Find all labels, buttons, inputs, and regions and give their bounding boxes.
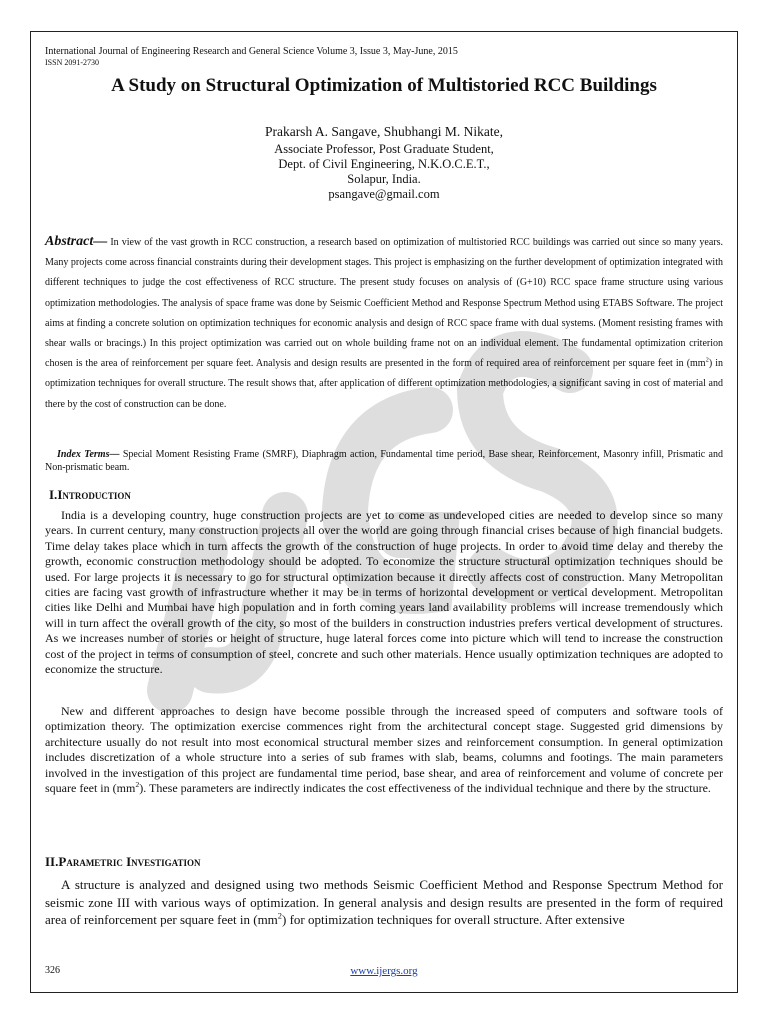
journal-header: International Journal of Engineering Research and General Science Volume 3, Issue 3, May-June, 2015: [45, 46, 458, 57]
abstract-text: In view of the vast growth in RCC construction, a research based on optimization of multistoried RCC buildings was carried out since so many years. Many projects come across financial constraints during their development stages. This project is emphasizing on the further development of optimization integrated with different techniques to judge the cost effectiveness of RCC structure. The present study focuses on analysis of (G+10) RCC space frame structure using various optimization methodologies. The analysis of space frame was done by Seismic Coefficient Method and Response Spectrum Method using ETABS Software. The project aims at finding a concrete solution on optimization techniques for economic analysis and design of RCC space frame with dual systems. (Moment resisting frames with shear walls or bracings.) In this project optimization was carried out on whole building frame not on an individual element. The fundamental optimization criterion chosen is the area of reinforcement per square feet. Analysis and design results are presented in the form of required area of reinforcement per square feet in (mm: [45, 237, 723, 370]
section-heading-introduction: [49, 487, 131, 503]
affiliation-line: Associate Professor, Post Graduate Student,: [274, 142, 494, 156]
author-names: Prakarsh A. Sangave, Shubhangi M. Nikate,: [264, 124, 504, 139]
index-terms: [45, 449, 723, 474]
superscript: 2: [135, 780, 140, 790]
issn: ISSN 2091-2730: [45, 58, 100, 67]
paragraph-text-end: ). These parameters are indirectly indicates the cost effectiveness of the individual technique and there by the structure.: [139, 781, 711, 796]
index-terms-text: Special Moment Resisting Frame (SMRF), Diaphragm action, Fundamental time period, Base shear, Reinforcement, Masonry infill, Prismatic and Non-prismatic beam.: [45, 449, 723, 473]
author-email: psangave@gmail.com: [328, 187, 440, 201]
index-terms-label: Index Terms—: [57, 449, 120, 460]
page-number: 326: [45, 965, 60, 976]
paragraph-text: New and different approaches to design have become possible through the increased speed of computers and software tools of optimization theory. The optimization exercise commences right from the architectural concept stage. Suggested grid dimensions by architecture usually do not result into most economical structural member sizes and reinforcement consumption. In general optimization includes discretization of a whole structure into a series of sub frames with slab, beams, columns and footings. The main parameters involved in the investigation of this project are fundamental time period, base shear, and area of reinforcement and volume of concrete per square feet in (mm: [45, 704, 723, 796]
paragraph-text-end: ) for optimization techniques for overall structure. After extensive: [282, 912, 625, 927]
superscript: 2: [705, 356, 709, 364]
paragraph-text: A structure is analyzed and designed using two methods Seismic Coefficient Method and Response Spectrum Method for seismic zone III with various ways of optimization. In general analysis and design results are presented in the form of required area of reinforcement per square feet in (mm: [45, 877, 723, 927]
superscript: 2: [277, 910, 283, 921]
section-title: Parametric Investigation: [58, 854, 201, 869]
parametric-paragraph-1: [45, 876, 723, 929]
section-heading-parametric-investigation: [45, 854, 200, 870]
abstract-label: Abstract—: [45, 234, 108, 249]
author-block: [0, 124, 768, 202]
paper-title: A Study on Structural Optimization of Multistoried RCC Buildings: [111, 75, 657, 96]
abstract: [45, 232, 723, 415]
affiliation-line: Dept. of Civil Engineering, N.K.O.C.E.T.,: [278, 157, 490, 171]
affiliation-line: Solapur, India.: [347, 172, 421, 186]
section-title: Introduction: [57, 487, 131, 502]
introduction-paragraph-1: India is a developing country, huge construction projects are yet to come as undeveloped cities are needed to develop since so many years. In current century, many construction projects all over the world are going through financial crises because of high financial budgets. Time delay takes place which in turn affects the growth of the construction of huge projects. In order to avoid time delay and thereby the growth, economic construction methodology should be adopted. To economize the structure structural optimization techniques should be used. For large projects it is necessary to go for structural optimization because it directly affects cost of construction. Many Metropolitan cities are facing vast growth of infrastructure whether it may be in terms of horizontal development or vertical development. Metropolitan cities like Delhi and Mumbai have high population and in forth coming years land availability problems will increase tremendously which will in turn affect the overall growth of the city, so most of the builders in construction industries prefers vertical development of structures. As we increases number of stories or height of structure, huge lateral forces come into picture which will tend to increase the construction cost of the project in terms of consumption of steel, concrete and such other materials. Hence usually optimization techniques are adopted to economize the structure.: [45, 508, 723, 677]
abstract-text-end: ) in optimization techniques for overall structure. The result shows that, after application of different optimization methodologies, a significant saving in cost of material and there by the cost of construction can be done.: [45, 358, 723, 410]
section-number: II.: [45, 854, 59, 869]
section-number: I.: [49, 487, 58, 502]
introduction-paragraph-2: [45, 704, 723, 796]
footer-website-link[interactable]: www.ijergs.org: [350, 965, 418, 977]
